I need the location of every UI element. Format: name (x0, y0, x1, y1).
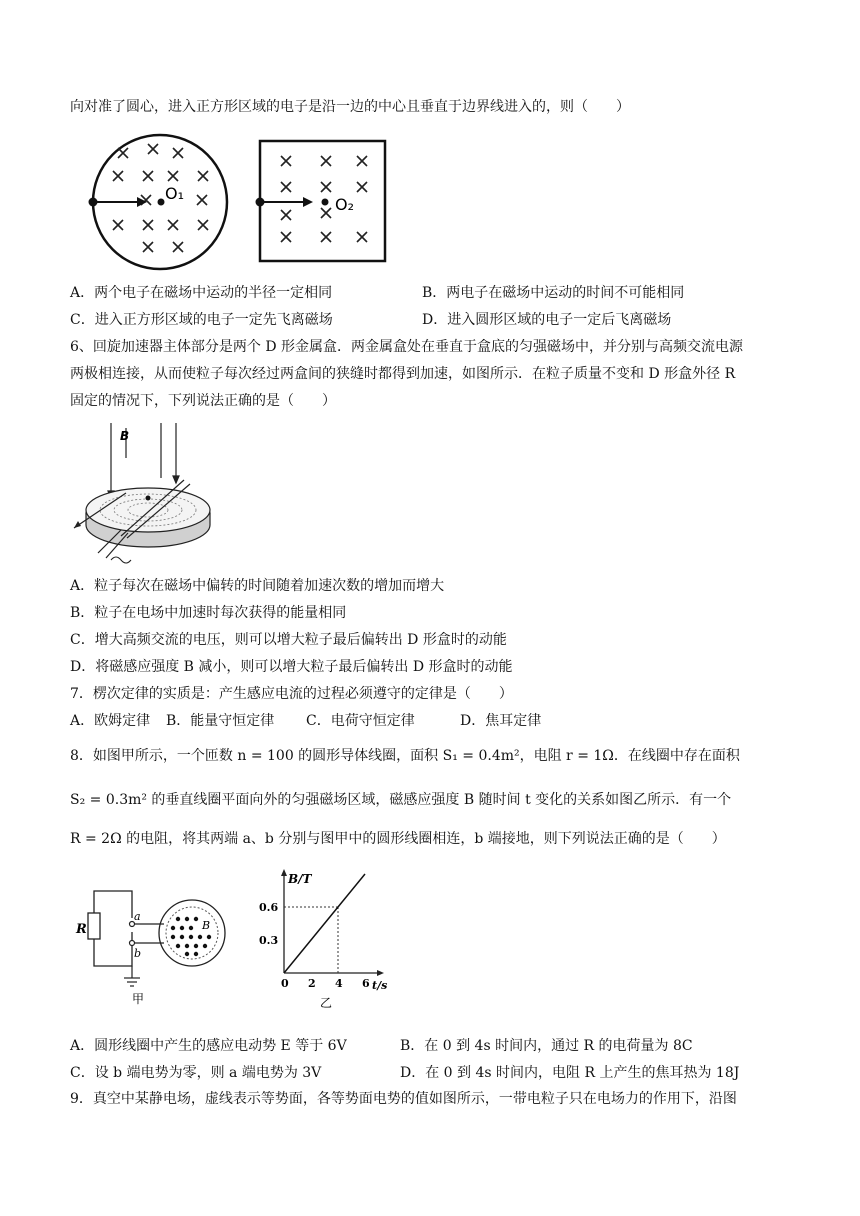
q5-option-b: B．两电子在磁场中运动的时间不可能相同 (422, 285, 685, 301)
y-tick-label: 0.3 (259, 934, 279, 947)
caption-jia: 甲 (132, 992, 145, 1006)
x-tick-label: 6 (362, 977, 370, 990)
q7-option-a: A．欧姆定律 (70, 713, 151, 729)
q7-option-d: D．焦耳定律 (460, 713, 542, 729)
q5-circle-figure (85, 132, 245, 272)
q8-option-c: C．设 b 端电势为零，则 a 端电势为 3V (70, 1065, 322, 1081)
label-a: a (134, 910, 141, 923)
caption-yi: 乙 (320, 996, 333, 1010)
x-axis-label: t/s (372, 979, 388, 992)
y-axis-label: B/T (288, 872, 312, 886)
q6-option-b: B．粒子在电场中加速时每次获得的能量相同 (70, 605, 347, 621)
q8-option-d: D．在 0 到 4s 时间内，电阻 R 上产生的焦耳热为 18J (400, 1065, 740, 1081)
q8-option-b: B．在 0 到 4s 时间内，通过 R 的电荷量为 8C (400, 1038, 693, 1054)
q5-option-c: C．进入正方形区域的电子一定先飞离磁场 (70, 312, 333, 328)
q8-stem-line-2: S₂ = 0.3m² 的垂直线圈平面向外的匀强磁场区域，磁感应强度 B 随时间 t 变化的关系如图乙所示．有一个 (70, 792, 732, 808)
b-t-series-line (284, 874, 365, 973)
q6-stem-line-2: 两极相连接，从而使粒子每次经过两盒间的狭缝时都得到加速，如图所示．在粒子质量不变和 D 形盒外径 R (70, 366, 736, 382)
q5-stem: 向对准了圆心，进入正方形区域的电子是沿一边的中心且垂直于边界线进入的，则（ ） (70, 99, 630, 115)
coil-circuit-figure (72, 883, 232, 1008)
x-tick-label: 0 (281, 977, 289, 990)
x-tick-label: 2 (308, 977, 316, 990)
label-r: R (76, 922, 87, 937)
q6-option-d: D．将磁感应强度 B 减小，则可以增大粒子最后偏转出 D 形盒时的动能 (70, 659, 513, 675)
q7-option-c: C．电荷守恒定律 (306, 713, 415, 729)
q6-stem-line-3: 固定的情况下，下列说法正确的是（ ） (70, 393, 336, 409)
q7-stem: 7．楞次定律的实质是：产生感应电流的过程必须遵守的定律是（ ） (70, 686, 513, 702)
label-field-b: B (202, 919, 211, 932)
q8-stem-line-1: 8．如图甲所示，一个匝数 n = 100 的圆形导体线圈，面积 S₁ = 0.4m²，电阻 r = 1Ω．在线圈中存在面积 (70, 748, 740, 764)
x-tick-label: 4 (335, 977, 343, 990)
q8-stem-line-3: R = 2Ω 的电阻，将其两端 a、b 分别与图甲中的圆形线圈相连，b 端接地，则下列说法正确的是（ ） (70, 831, 726, 847)
q5-square-figure (255, 138, 395, 268)
cyclotron-figure (66, 418, 226, 568)
o2-label: O₂ (335, 195, 355, 214)
b-field-label: B (120, 429, 130, 443)
q5-option-d: D．进入圆形区域的电子一定后飞离磁场 (422, 312, 672, 328)
y-tick-label: 0.6 (259, 901, 279, 914)
q9-stem: 9．真空中某静电场，虚线表示等势面，各等势面电势的值如图所示，一带电粒子只在电场力的作用下，沿图 (70, 1091, 737, 1107)
q7-option-b: B．能量守恒定律 (166, 713, 275, 729)
q8-option-a: A．圆形线圈中产生的感应电动势 E 等于 6V (70, 1038, 347, 1054)
q6-option-a: A．粒子每次在磁场中偏转的时间随着加速次数的增加而增大 (70, 578, 445, 594)
q6-stem-line-1: 6、回旋加速器主体部分是两个 D 形金属盒．两金属盒处在垂直于盒底的匀强磁场中，并分别与高频交流电源 (70, 339, 744, 355)
label-b: b (134, 947, 142, 960)
q5-option-a: A．两个电子在磁场中运动的半径一定相同 (70, 285, 333, 301)
o1-label: O₁ (165, 184, 185, 203)
q6-option-c: C．增大高频交流的电压，则可以增大粒子最后偏转出 D 形盒时的动能 (70, 632, 507, 648)
b-t-chart (252, 865, 402, 1010)
